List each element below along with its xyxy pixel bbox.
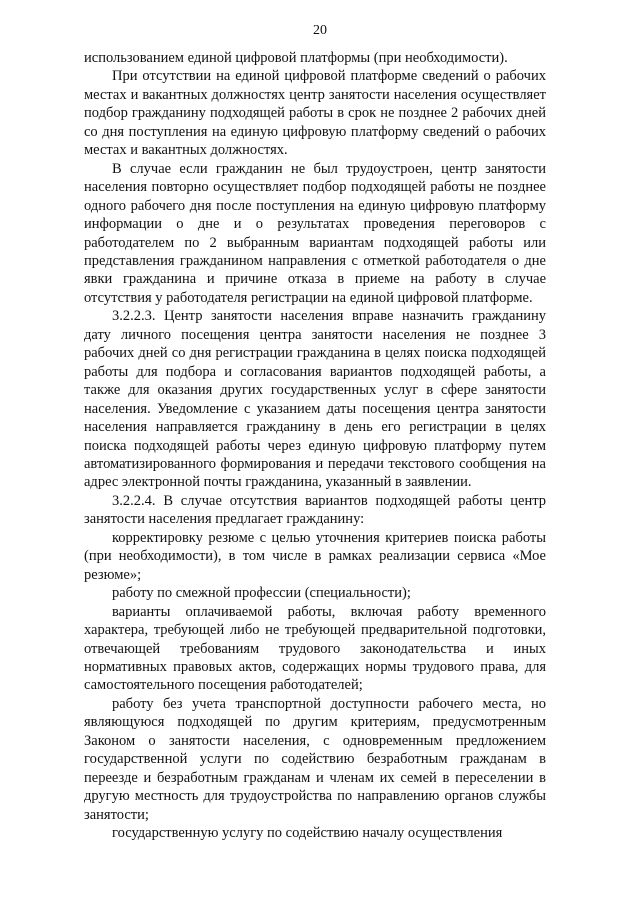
list-item: варианты оплачиваемой работы, включая работу временного характера, требующей либо не требующей предварительной подготовки, отвечающей требованиям трудового законодательства и иных нормативных правовых актов, содержащих нормы трудового права, для самостоятельного посещения работодателей; [84, 603, 546, 694]
document-body [84, 49, 546, 842]
list-item: государственную услугу по содействию началу осуществления [112, 825, 503, 842]
list-item: корректировку резюме с целью уточнения критериев поиска работы (при необходимости), в том числе в рамках реализации сервиса «Мое резюме»; [84, 529, 546, 583]
paragraph-continuation: использованием единой цифровой платформы (при необходимости). [84, 50, 508, 66]
paragraph: При отсутствии на единой цифровой платформе сведений о рабочих местах и вакантных должностях центр занятости населения осуществляет подбор гражданину подходящей работы в срок не позднее 2 рабочих дней со дня поступления на единую цифровую платформу сведений о рабочих местах и вакантных должностях. [84, 68, 546, 159]
page-number: 20 [313, 23, 327, 38]
list-item: работу по смежной профессии (специальности); [112, 585, 411, 602]
paragraph: 3.2.2.3. Центр занятости населения вправе назначить гражданину дату личного посещения центра занятости населения не позднее 3 рабочих дней со дня регистрации гражданина в целях поиска подходящей работы для подбора и согласования вариантов подходящей работы, а также для оказания других государственных услуг в сфере занятости населения. Уведомление с указанием даты посещения центра занятости населения направляется гражданину в день его регистрации в целях поиска подходящей работы через единую цифровую платформу путем автоматизированного формирования и передачи текстового сообщения на адрес электронной почты гражданина, указанный в заявлении. [84, 308, 546, 491]
list-item: работу без учета транспортной доступности рабочего места, но являющуюся подходящей по другим критериям, предусмотренным Законом о занятости населения, с одновременным предложением государственной услуги по содействию безработным гражданам в переезде и безработным гражданам и членам их семей в переселении в другую местность для трудоустройства по направлению органов службы занятости; [84, 695, 546, 823]
paragraph: В случае если гражданин не был трудоустроен, центр занятости населения повторно осуществляет подбор подходящей работы не позднее одного рабочего дня после поступления на единую цифровую платформу информации о дне и о результатах проведения переговоров с работодателем по 2 выбранным вариантам подходящей работы или представления гражданином направления с отметкой работодателя о дне явки гражданина и причине отказа в приеме на работу в случае отсутствия у работодателя регистрации на единой цифровой платформе. [84, 160, 546, 306]
paragraph: 3.2.2.4. В случае отсутствия вариантов подходящей работы центр занятости населения предлагает гражданину: [84, 492, 546, 528]
